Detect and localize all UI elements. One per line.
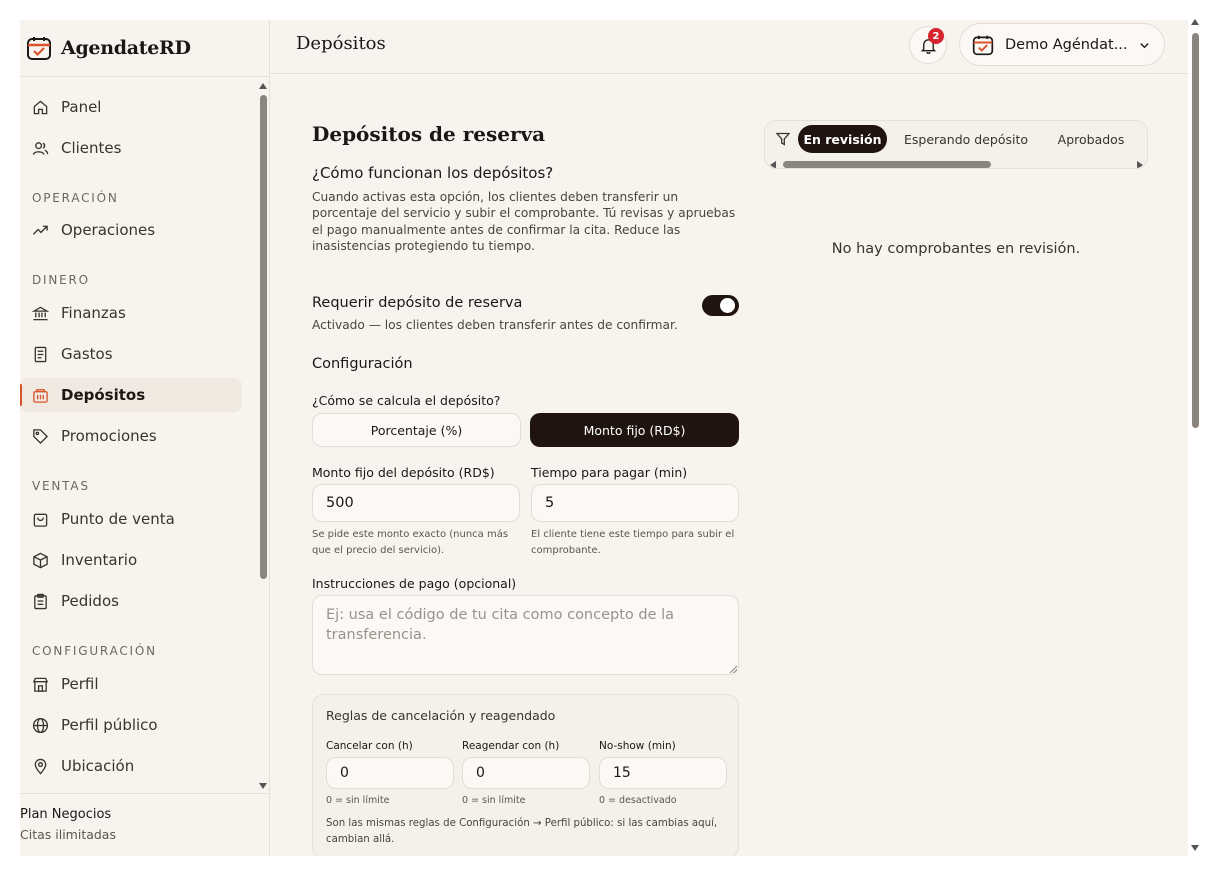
sidebar: [20, 20, 270, 856]
plan-detail: Citas ilimitadas: [20, 827, 116, 842]
sidebar-item-label: Promociones: [61, 427, 157, 445]
scroll-down-arrow-icon[interactable]: [259, 783, 267, 789]
amount-label: Monto fijo del depósito (RD$): [312, 465, 495, 480]
account-switcher[interactable]: [959, 23, 1165, 66]
instructions-label: Instrucciones de pago (opcional): [312, 576, 517, 591]
pin-icon: [32, 758, 49, 775]
brand[interactable]: [20, 20, 269, 77]
amount-hint: Se pide este monto exacto (nunca más que el precio del servicio).: [312, 529, 509, 556]
time-hint: El cliente tiene este tiempo para subir el comprobante.: [531, 529, 735, 556]
sidebar-item-perfil-publico[interactable]: [20, 708, 242, 742]
require-deposit-status: Activado — los clientes deben transferir antes de confirmar.: [312, 318, 678, 332]
brand-name: AgendateRD: [61, 37, 191, 59]
sidebar-item-label: Depósitos: [61, 386, 146, 404]
cancellation-rules-card: [312, 694, 739, 856]
sidebar-nav: [20, 78, 258, 793]
scroll-right-arrow-icon[interactable]: [1137, 161, 1143, 169]
bank-icon: [32, 305, 49, 322]
sidebar-item-punto-de-venta[interactable]: [20, 502, 242, 536]
notification-badge: 2: [928, 28, 944, 44]
sidebar-item-label: Perfil público: [61, 716, 158, 734]
cancel-hint: 0 = sin límite: [326, 795, 390, 806]
bag-icon: [32, 511, 49, 528]
page-title: Depósitos: [296, 33, 386, 54]
sidebar-item-label: Ubicación: [61, 757, 135, 775]
noshow-label: No-show (min): [599, 740, 676, 752]
chevron-down-icon: [1139, 40, 1150, 51]
sidebar-item-panel[interactable]: [20, 90, 242, 124]
receipt-icon: [32, 346, 49, 363]
empty-state-text: No hay comprobantes en revisión.: [831, 241, 1081, 257]
account-name: Demo Agéndat...: [1005, 36, 1128, 53]
sidebar-item-inventario[interactable]: [20, 543, 242, 577]
store-icon: [32, 676, 49, 693]
sidebar-item-finanzas[interactable]: [20, 296, 242, 330]
how-it-works-title: ¿Cómo funcionan los depósitos?: [312, 164, 554, 182]
main-content: [271, 75, 1188, 856]
top-header: [271, 20, 1188, 74]
trend-icon: [32, 222, 49, 239]
toggle-knob: [720, 298, 735, 313]
sidebar-item-depositos[interactable]: [20, 378, 242, 412]
scroll-left-arrow-icon[interactable]: [770, 161, 776, 169]
users-icon: [32, 140, 49, 157]
sidebar-item-label: Panel: [61, 98, 102, 116]
tab-esperando-deposito[interactable]: Esperando depósito: [903, 131, 1029, 147]
calc-method-label: ¿Cómo se calcula el depósito?: [312, 393, 501, 408]
plan-info: [20, 793, 269, 856]
sidebar-item-label: Operaciones: [61, 221, 156, 239]
sidebar-scrollbar-thumb[interactable]: [260, 95, 267, 579]
sidebar-item-perfil[interactable]: [20, 667, 242, 701]
tab-en-revision[interactable]: En revisión: [798, 125, 887, 153]
fixed-amount-option-button[interactable]: Monto fijo (RD$): [530, 413, 739, 447]
sidebar-item-label: Pedidos: [61, 592, 119, 610]
sidebar-item-clientes[interactable]: [20, 131, 242, 165]
time-label: Tiempo para pagar (min): [531, 465, 688, 480]
calendar-logo-icon: [26, 35, 52, 61]
rules-note: Son las mismas reglas de Configuración → Perfil público: si las cambias aquí, cambian allá.: [326, 818, 718, 845]
section-title-ventas: VENTAS: [32, 479, 90, 493]
home-icon: [32, 99, 49, 116]
clipboard-icon: [32, 593, 49, 610]
sidebar-item-pedidos[interactable]: [20, 584, 242, 618]
review-tabs: [764, 120, 1148, 169]
tabs-scrollbar-thumb[interactable]: [783, 161, 991, 168]
plan-name: Plan Negocios: [20, 807, 112, 822]
section-title-operacion: OPERACIÓN: [32, 191, 119, 205]
section-title-dinero: DINERO: [32, 273, 90, 287]
resize-handle-icon[interactable]: [729, 665, 737, 673]
deposits-title: Depósitos de reserva: [312, 122, 546, 146]
page-scroll-up-arrow-icon[interactable]: [1191, 19, 1199, 25]
noshow-hint: 0 = desactivado: [599, 795, 677, 806]
box-icon: [32, 552, 49, 569]
instructions-textarea[interactable]: Ej: usa el código de tu cita como concepto de la transferencia.: [312, 595, 739, 675]
reschedule-label: Reagendar con (h): [462, 740, 560, 752]
globe-icon: [32, 717, 49, 734]
sidebar-item-label: Clientes: [61, 139, 122, 157]
app-window: [20, 20, 1188, 856]
percentage-option-button[interactable]: Porcentaje (%): [312, 413, 521, 447]
require-deposit-toggle[interactable]: [702, 295, 739, 316]
reschedule-hint: 0 = sin límite: [462, 795, 526, 806]
require-deposit-label: Requerir depósito de reserva: [312, 295, 523, 311]
tag-icon: [32, 428, 49, 445]
rules-title: Reglas de cancelación y reagendado: [326, 708, 556, 723]
sidebar-item-gastos[interactable]: [20, 337, 242, 371]
time-input[interactable]: 5: [531, 484, 739, 522]
scroll-up-arrow-icon[interactable]: [259, 83, 267, 89]
amount-input[interactable]: 500: [312, 484, 520, 522]
sidebar-item-label: Gastos: [61, 345, 113, 363]
sidebar-item-operaciones[interactable]: [20, 213, 242, 247]
sidebar-item-promociones[interactable]: [20, 419, 242, 453]
sidebar-item-ubicacion[interactable]: [20, 749, 242, 783]
section-title-configuracion: CONFIGURACIÓN: [32, 644, 157, 658]
sidebar-item-label: Finanzas: [61, 304, 126, 322]
noshow-minutes-input[interactable]: 15: [599, 757, 727, 789]
filter-icon[interactable]: [776, 132, 790, 146]
cancel-hours-input[interactable]: 0: [326, 757, 454, 789]
sidebar-item-label: Inventario: [61, 551, 138, 569]
calendar-logo-icon: [972, 34, 994, 56]
page-scrollbar-thumb[interactable]: [1192, 33, 1199, 428]
reschedule-hours-input[interactable]: 0: [462, 757, 590, 789]
sidebar-item-label: Punto de venta: [61, 510, 175, 528]
deposit-icon: [32, 387, 49, 404]
configuration-title: Configuración: [312, 356, 413, 372]
page-scroll-down-arrow-icon[interactable]: [1191, 845, 1199, 851]
tab-aprobados[interactable]: Aprobados: [1057, 131, 1125, 147]
how-it-works-text: Cuando activas esta opción, los clientes deben transferir un porcentaje del servicio y subir el comprobante. Tú revisas y apruebas el pago manualmente antes de confirmar la cita. Reduce las inasistencias protegiendo tu tiempo.: [312, 190, 736, 253]
sidebar-item-label: Perfil: [61, 675, 99, 693]
cancel-label: Cancelar con (h): [326, 740, 413, 752]
